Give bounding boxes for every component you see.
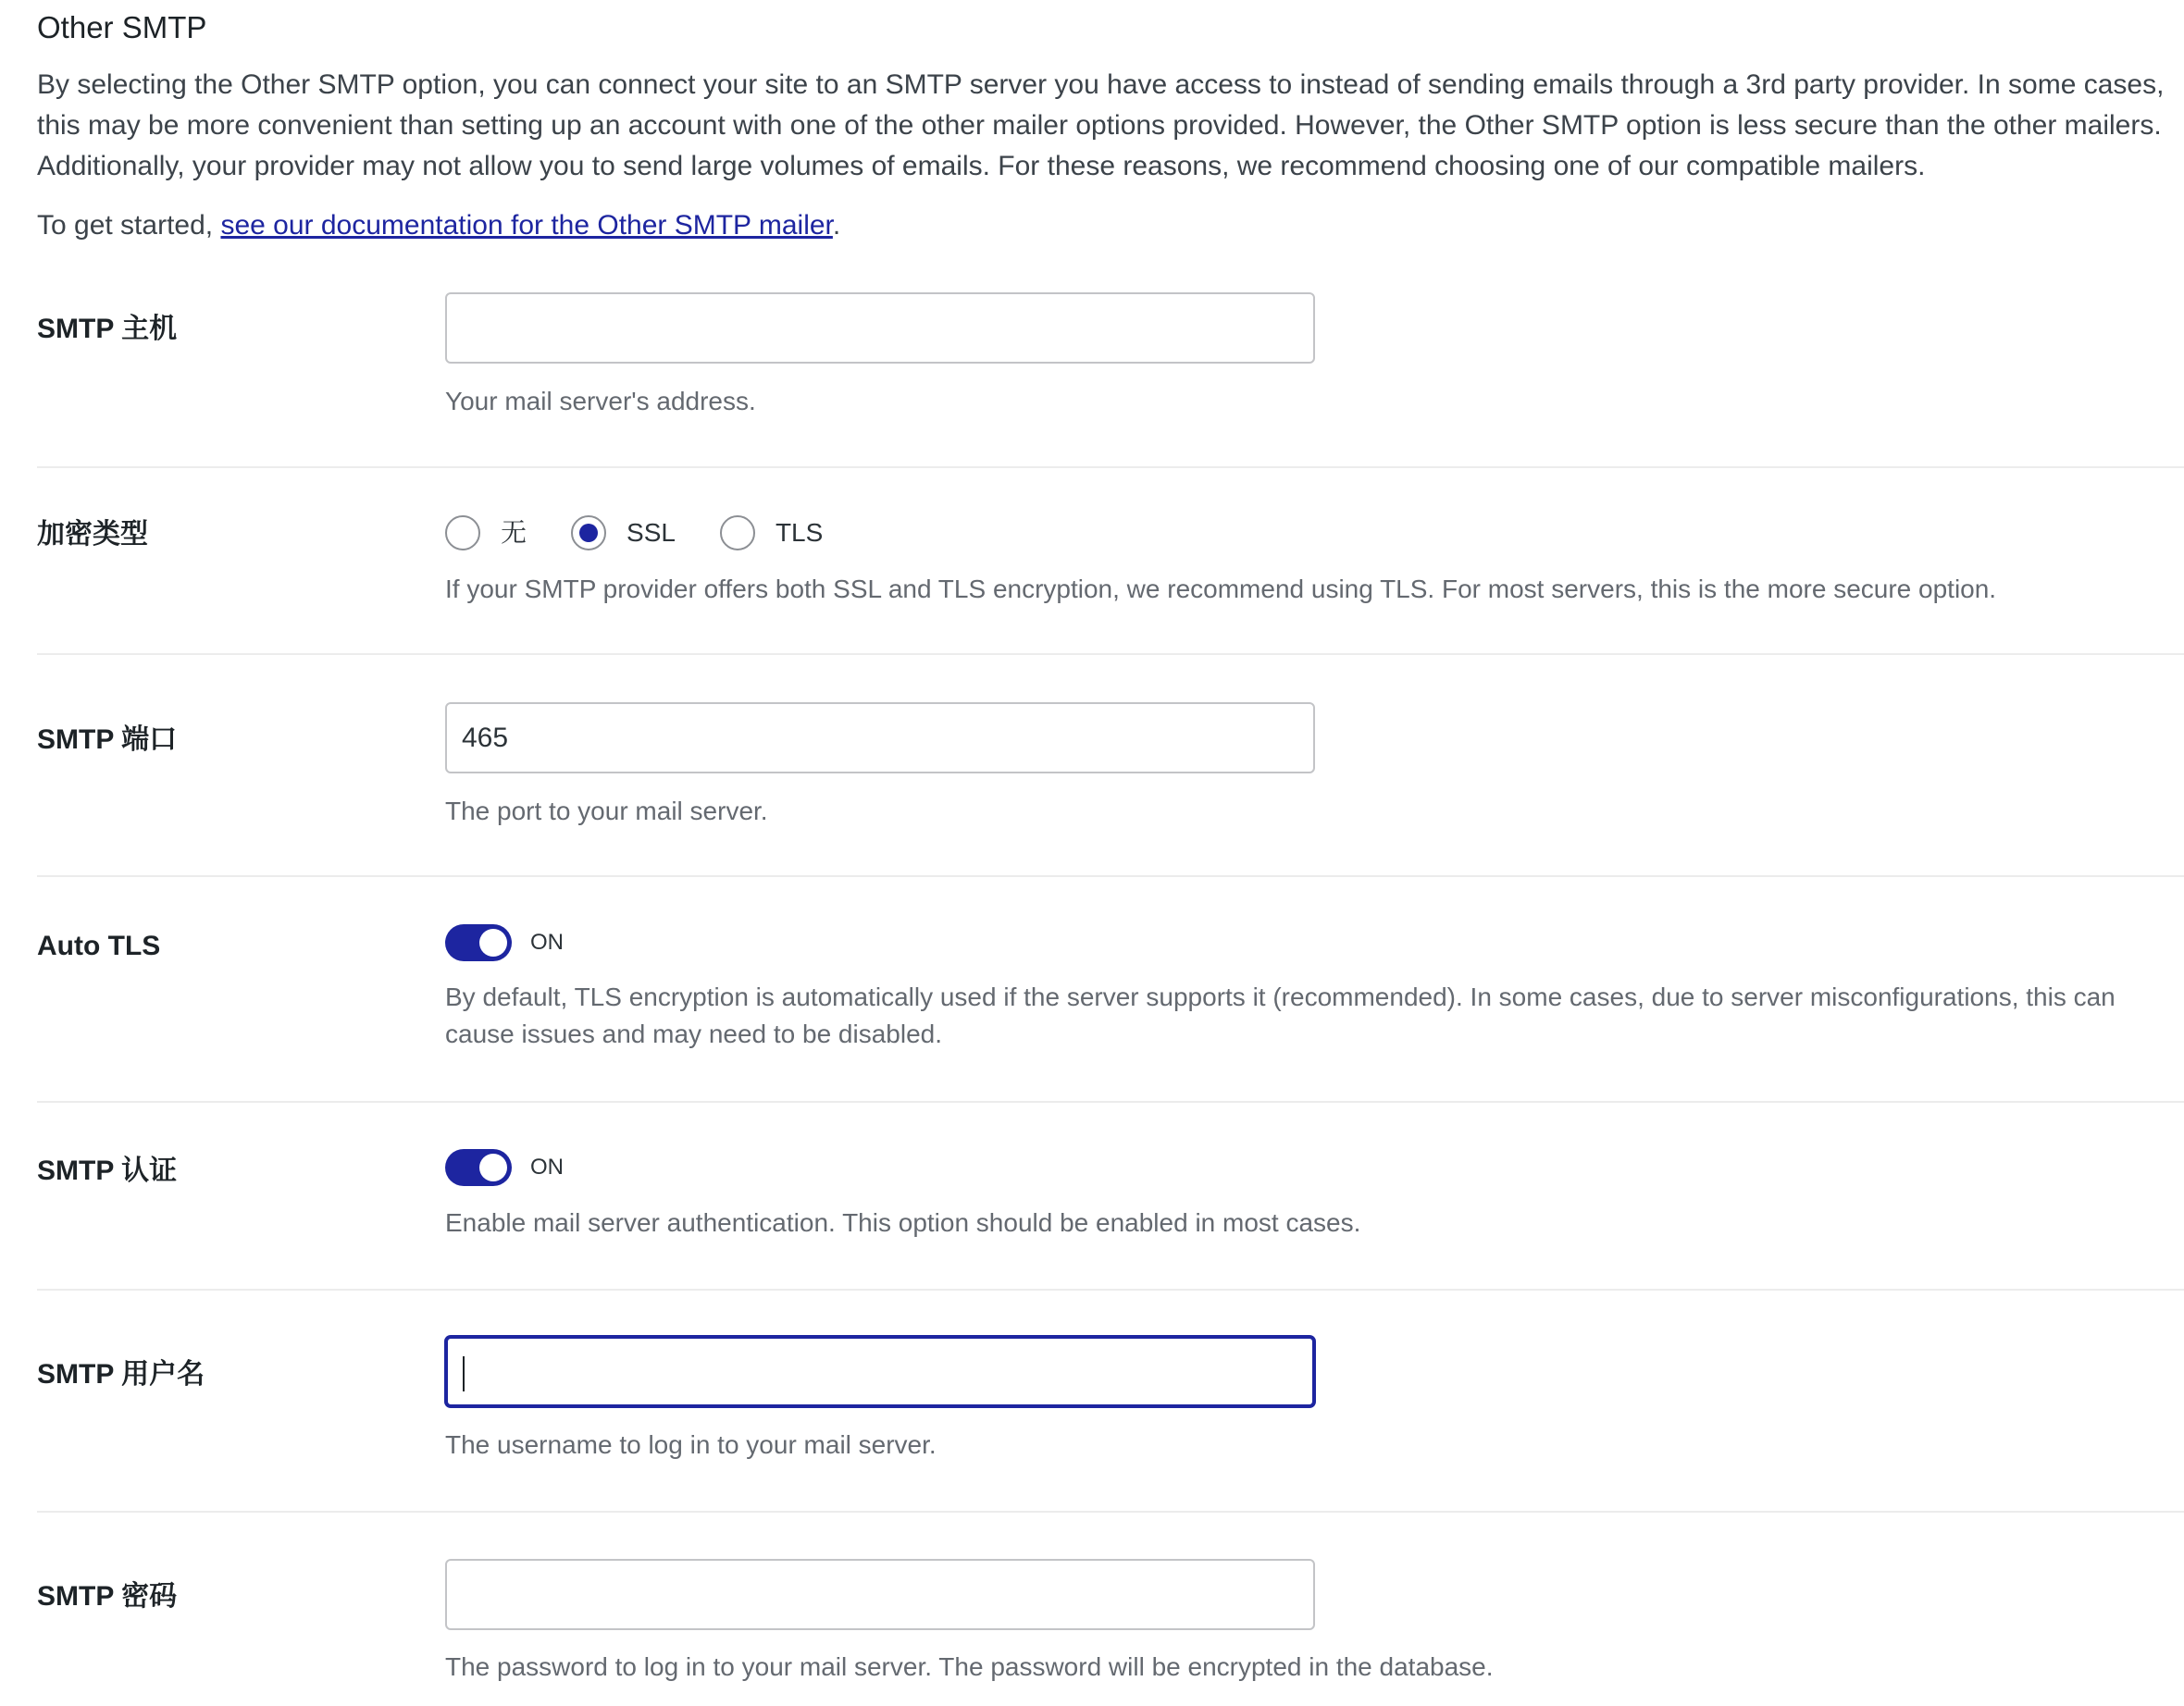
auto-tls-toggle-row bbox=[445, 924, 564, 961]
smtp-auth-description: Enable mail server authentication. This option should be enabled in most cases. bbox=[445, 1208, 1361, 1237]
smtp-host-description: Your mail server's address. bbox=[445, 387, 756, 415]
section-intro: By selecting the Other SMTP option, you can connect your site to an SMTP server you have access to instead of sending emails through a 3rd party provider. In some cases, this may be more convenient than setting up an account with one of the other mailer options provided. However, the Other SMTP option is less secure than the other mailers. Additionally, your provider may not allow you to send large volumes of emails. For these reasons, we recommend choosing one of our compatible mailers. bbox=[37, 69, 2165, 181]
smtp-port-label: SMTP 端口 bbox=[37, 724, 178, 755]
smtp-host-label: SMTP 主机 bbox=[37, 314, 178, 344]
row-divider bbox=[37, 875, 2184, 877]
auto-tls-toggle[interactable] bbox=[445, 924, 512, 961]
getting-started-suffix: . bbox=[832, 210, 841, 241]
text-caret bbox=[463, 1356, 465, 1391]
documentation-link[interactable]: see our documentation for the Other SMTP mailer bbox=[220, 210, 833, 241]
row-divider bbox=[37, 1511, 2184, 1513]
row-divider bbox=[37, 1101, 2184, 1103]
encryption-option-label: 无 bbox=[501, 518, 527, 547]
radio-tls-icon[interactable] bbox=[720, 515, 755, 550]
encryption-description: If your SMTP provider offers both SSL and TLS encryption, we recommend using TLS. For most servers, this is the more secure option. bbox=[445, 575, 1997, 603]
encryption-option-label: TLS bbox=[775, 518, 824, 547]
smtp-auth-state: ON bbox=[530, 1155, 564, 1180]
row-divider bbox=[37, 653, 2184, 655]
smtp-username-label: SMTP 用户名 bbox=[37, 1359, 205, 1390]
smtp-username-input[interactable] bbox=[445, 1336, 1315, 1407]
smtp-port-description: The port to your mail server. bbox=[445, 797, 768, 825]
smtp-port-input[interactable] bbox=[445, 702, 1315, 773]
smtp-password-label: SMTP 密码 bbox=[37, 1581, 178, 1612]
encryption-option-tls[interactable] bbox=[720, 515, 823, 550]
row-divider bbox=[37, 1289, 2184, 1291]
smtp-host-input[interactable] bbox=[445, 292, 1315, 364]
encryption-option-ssl[interactable] bbox=[571, 515, 676, 550]
getting-started-text bbox=[37, 205, 840, 246]
radio-ssl-icon[interactable] bbox=[571, 515, 606, 550]
auto-tls-label: Auto TLS bbox=[37, 931, 161, 961]
smtp-auth-toggle[interactable] bbox=[445, 1149, 512, 1186]
row-divider bbox=[37, 466, 2184, 468]
encryption-label: 加密类型 bbox=[37, 519, 148, 550]
smtp-auth-label: SMTP 认证 bbox=[37, 1156, 178, 1186]
encryption-radio-group bbox=[445, 513, 867, 552]
smtp-password-input[interactable] bbox=[445, 1559, 1315, 1630]
smtp-auth-toggle-row bbox=[445, 1149, 564, 1186]
radio-none-icon[interactable] bbox=[445, 515, 480, 550]
encryption-option-label: SSL bbox=[627, 518, 676, 547]
smtp-username-description: The username to log in to your mail server. bbox=[445, 1430, 937, 1459]
auto-tls-state: ON bbox=[530, 930, 564, 955]
encryption-option-none[interactable] bbox=[445, 515, 527, 550]
getting-started-prefix: To get started, bbox=[37, 210, 221, 241]
smtp-password-description: The password to log in to your mail server. The password will be encrypted in the database. bbox=[445, 1652, 1494, 1681]
section-title: Other SMTP bbox=[37, 10, 207, 44]
auto-tls-description: By default, TLS encryption is automatically used if the server supports it (recommended). In some cases, due to server misconfigurations, this can cause issues and may need to be disabled. bbox=[445, 983, 2116, 1048]
